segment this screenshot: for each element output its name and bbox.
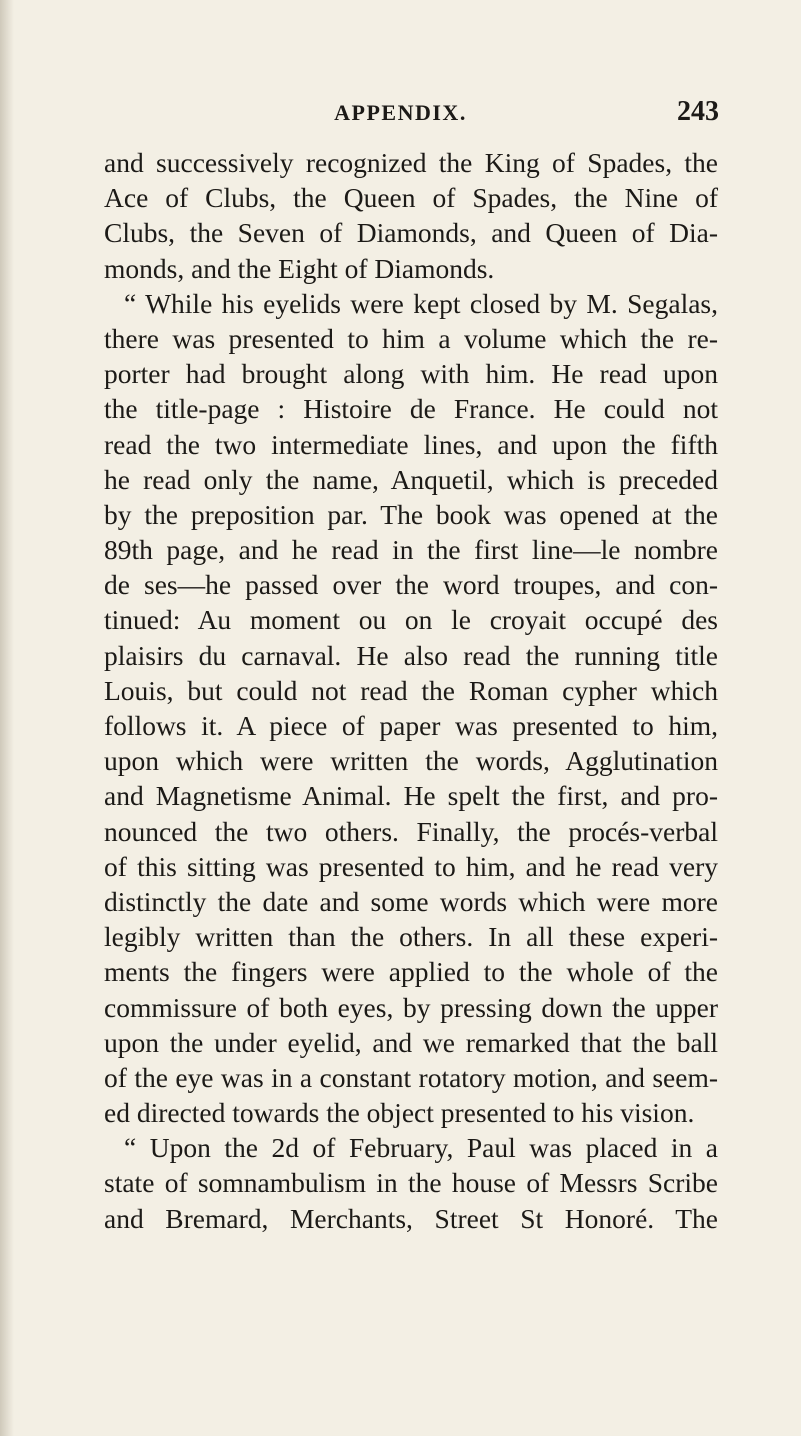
text-line: distinctly the date and some words which were more [104, 885, 718, 917]
text-line: commissure of both eyes, by pressing down the upper [104, 991, 718, 1023]
text-line: tinued: Au moment ou on le croyait occupé des [104, 604, 718, 636]
text-line: legibly written than the others. In all these experi- [104, 921, 718, 953]
text-line: “ While his eyelids were kept closed by M. Segalas, [124, 287, 718, 319]
text-line: read the two intermediate lines, and upon the fifth [104, 428, 718, 460]
text-line: and Bremard, Merchants, Street St Honoré. The [104, 1202, 718, 1234]
text-line: the title-page : Histoire de France. He could not [104, 393, 718, 425]
page-header [0, 96, 801, 136]
text-line: and Magnetisme Animal. He spelt the first, and pro- [104, 780, 718, 812]
text-line: Ace of Clubs, the Queen of Spades, the Nine of [104, 182, 718, 214]
text-line: “ Upon the 2d of February, Paul was placed in a [124, 1132, 718, 1164]
text-line: of the eye was in a constant rotatory motion, and seem- [104, 1061, 718, 1093]
page-number: 243 [677, 96, 719, 127]
text-line: upon which were written the words, Agglutination [104, 745, 718, 777]
text-line: ments the fingers were applied to the whole of the [104, 956, 718, 988]
text-line: ed directed towards the object presented to his vision. [104, 1097, 695, 1129]
text-line: and successively recognized the King of Spades, the [104, 147, 718, 178]
text-line: plaisirs du carnaval. He also read the running title [104, 639, 718, 671]
text-line: by the preposition par. The book was opened at the [104, 498, 718, 530]
running-title: APPENDIX. [334, 100, 467, 125]
body-text [104, 145, 718, 1236]
text-line: 89th page, and he read in the first line—le nombre [104, 534, 718, 566]
text-line: nounced the two others. Finally, the procés-verbal [104, 815, 718, 847]
text-line: Louis, but could not read the Roman cypher which [104, 674, 718, 706]
text-line: monds, and the Eight of Diamonds. [104, 252, 495, 284]
text-line: of this sitting was presented to him, and he read very [104, 850, 718, 882]
text-line: de ses—he passed over the word troupes, and con- [104, 569, 718, 601]
page-edge-shadow [0, 0, 14, 1436]
text-line: upon the under eyelid, and we remarked that the ball [104, 1026, 718, 1058]
text-line: there was presented to him a volume which the re- [104, 322, 718, 354]
text-line: he read only the name, Anquetil, which is preceded [104, 463, 718, 495]
text-line: porter had brought along with him. He read upon [104, 358, 718, 390]
text-line: Clubs, the Seven of Diamonds, and Queen of Dia- [104, 217, 718, 249]
text-line: state of somnambulism in the house of Messrs Scribe [104, 1167, 718, 1199]
text-line: follows it. A piece of paper was presented to him, [104, 710, 718, 741]
